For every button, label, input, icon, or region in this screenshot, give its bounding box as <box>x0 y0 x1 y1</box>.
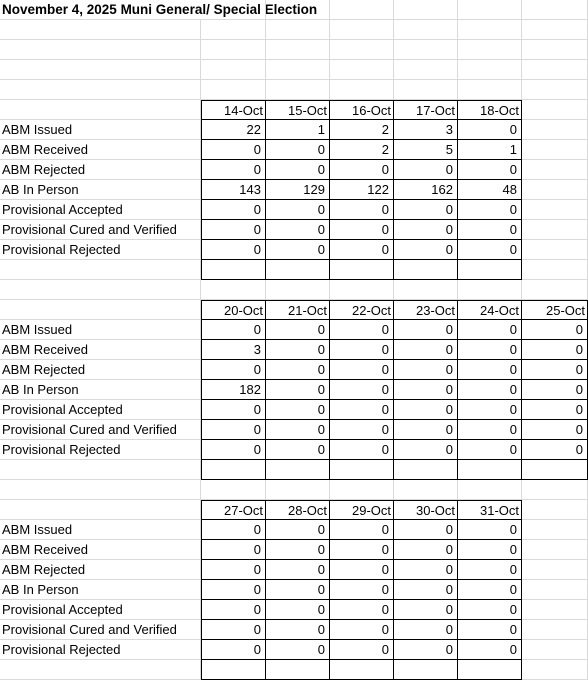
date-header[interactable]: 23-Oct <box>394 300 458 320</box>
row-label[interactable]: ABM Received <box>0 340 201 360</box>
grid-cell[interactable] <box>458 80 522 100</box>
table-footer-cell[interactable] <box>394 260 458 280</box>
grid-cell[interactable] <box>522 600 588 620</box>
sheet-row <box>0 320 588 340</box>
grid-cell[interactable] <box>201 60 266 80</box>
value-cell[interactable]: 0 <box>394 640 458 660</box>
value-cell[interactable]: 0 <box>201 580 266 600</box>
row-label[interactable]: Provisional Accepted <box>0 400 201 420</box>
row-label[interactable]: Provisional Accepted <box>0 200 201 220</box>
sheet-row <box>0 200 588 220</box>
grid-cell[interactable] <box>522 580 588 600</box>
grid-cell[interactable] <box>201 480 266 500</box>
sheet-row <box>0 120 588 140</box>
value-cell[interactable]: 0 <box>330 600 394 620</box>
sheet-row <box>0 0 588 20</box>
grid-cell[interactable] <box>394 0 458 20</box>
grid-cell[interactable] <box>458 0 522 20</box>
value-cell[interactable]: 0 <box>266 200 330 220</box>
value-cell[interactable]: 0 <box>266 440 330 460</box>
grid-cell[interactable] <box>330 480 394 500</box>
sheet-row <box>0 660 588 680</box>
value-cell[interactable]: 2 <box>330 120 394 140</box>
value-cell[interactable]: 0 <box>330 380 394 400</box>
value-cell[interactable]: 0 <box>330 540 394 560</box>
table-footer-cell[interactable] <box>522 460 588 480</box>
table-footer-cell[interactable] <box>458 660 522 680</box>
value-cell[interactable]: 0 <box>201 420 266 440</box>
row-label[interactable]: ABM Issued <box>0 320 201 340</box>
table-footer-cell[interactable] <box>330 660 394 680</box>
grid-cell[interactable] <box>522 180 588 200</box>
grid-cell[interactable] <box>330 0 394 20</box>
value-cell[interactable]: 0 <box>458 580 522 600</box>
table-footer-cell[interactable] <box>201 660 266 680</box>
value-cell[interactable]: 0 <box>201 520 266 540</box>
grid-cell[interactable] <box>522 620 588 640</box>
value-cell[interactable]: 0 <box>201 360 266 380</box>
value-cell[interactable]: 0 <box>266 160 330 180</box>
value-cell[interactable]: 0 <box>266 640 330 660</box>
sheet-row <box>0 180 588 200</box>
grid-cell[interactable] <box>0 480 201 500</box>
value-cell[interactable]: 0 <box>394 320 458 340</box>
sheet-row <box>0 540 588 560</box>
grid-cell[interactable] <box>201 40 266 60</box>
value-cell[interactable]: 0 <box>330 440 394 460</box>
grid-cell[interactable] <box>522 220 588 240</box>
sheet-row <box>0 640 588 660</box>
value-cell[interactable]: 0 <box>394 620 458 640</box>
value-cell[interactable]: 0 <box>266 580 330 600</box>
value-cell[interactable]: 0 <box>201 440 266 460</box>
value-cell[interactable]: 0 <box>522 400 588 420</box>
table-footer-cell[interactable] <box>330 260 394 280</box>
grid-cell[interactable] <box>0 40 201 60</box>
value-cell[interactable]: 0 <box>330 420 394 440</box>
value-cell[interactable]: 0 <box>394 440 458 460</box>
grid-cell[interactable] <box>0 100 201 120</box>
row-label[interactable]: ABM Rejected <box>0 560 201 580</box>
date-header[interactable]: 30-Oct <box>394 500 458 520</box>
table-footer-cell[interactable] <box>266 660 330 680</box>
grid-cell[interactable] <box>266 0 330 20</box>
sheet-row <box>0 560 588 580</box>
row-label[interactable]: AB In Person <box>0 580 201 600</box>
sheet-row <box>0 240 588 260</box>
value-cell[interactable]: 0 <box>522 340 588 360</box>
sheet-row <box>0 260 588 280</box>
row-label[interactable]: Provisional Cured and Verified <box>0 420 201 440</box>
value-cell[interactable]: 0 <box>522 380 588 400</box>
grid-cell[interactable] <box>266 280 330 300</box>
table-footer-cell[interactable] <box>394 460 458 480</box>
grid-cell[interactable] <box>201 80 266 100</box>
value-cell[interactable]: 0 <box>394 520 458 540</box>
sheet-row <box>0 580 588 600</box>
value-cell[interactable]: 0 <box>394 200 458 220</box>
value-cell[interactable]: 0 <box>201 540 266 560</box>
grid-cell[interactable] <box>330 80 394 100</box>
grid-cell[interactable] <box>522 560 588 580</box>
grid-cell[interactable] <box>201 0 266 20</box>
date-header[interactable]: 24-Oct <box>458 300 522 320</box>
value-cell[interactable]: 0 <box>266 620 330 640</box>
row-label[interactable]: Provisional Cured and Verified <box>0 220 201 240</box>
grid-cell[interactable] <box>394 20 458 40</box>
value-cell[interactable]: 122 <box>330 180 394 200</box>
sheet-row <box>0 140 588 160</box>
grid-cell[interactable] <box>0 60 201 80</box>
grid-cell[interactable] <box>266 60 330 80</box>
value-cell[interactable]: 0 <box>330 620 394 640</box>
value-cell[interactable]: 1 <box>458 140 522 160</box>
sheet-row <box>0 480 588 500</box>
value-cell[interactable]: 0 <box>458 160 522 180</box>
value-cell[interactable]: 0 <box>201 220 266 240</box>
value-cell[interactable]: 0 <box>266 380 330 400</box>
value-cell[interactable]: 0 <box>458 320 522 340</box>
table-footer-cell[interactable] <box>201 460 266 480</box>
value-cell[interactable]: 0 <box>266 400 330 420</box>
table-footer-cell[interactable] <box>394 660 458 680</box>
sheet-row <box>0 520 588 540</box>
grid-cell[interactable] <box>522 100 588 120</box>
grid-cell[interactable] <box>522 640 588 660</box>
value-cell[interactable]: 0 <box>201 400 266 420</box>
grid-cell[interactable] <box>0 80 201 100</box>
value-cell[interactable]: 0 <box>458 200 522 220</box>
value-cell[interactable]: 0 <box>394 400 458 420</box>
grid-cell[interactable] <box>522 160 588 180</box>
value-cell[interactable]: 0 <box>394 220 458 240</box>
sheet-row <box>0 300 588 320</box>
value-cell[interactable]: 0 <box>458 520 522 540</box>
value-cell[interactable]: 0 <box>266 420 330 440</box>
grid-cell[interactable] <box>0 300 201 320</box>
value-cell[interactable]: 0 <box>458 620 522 640</box>
sheet-row <box>0 220 588 240</box>
table-footer-cell[interactable] <box>458 260 522 280</box>
value-cell[interactable]: 0 <box>201 320 266 340</box>
value-cell[interactable]: 0 <box>458 220 522 240</box>
value-cell[interactable]: 0 <box>201 140 266 160</box>
value-cell[interactable]: 0 <box>458 240 522 260</box>
value-cell[interactable]: 162 <box>394 180 458 200</box>
grid-cell[interactable] <box>266 40 330 60</box>
sheet-row <box>0 420 588 440</box>
value-cell[interactable]: 0 <box>458 380 522 400</box>
sheet-row <box>0 600 588 620</box>
grid-cell[interactable] <box>394 280 458 300</box>
value-cell[interactable]: 0 <box>394 600 458 620</box>
value-cell[interactable]: 0 <box>394 160 458 180</box>
date-header[interactable]: 20-Oct <box>201 300 266 320</box>
sheet-row <box>0 360 588 380</box>
value-cell[interactable]: 0 <box>266 360 330 380</box>
grid-cell[interactable] <box>522 200 588 220</box>
grid-cell[interactable] <box>266 20 330 40</box>
grid-cell[interactable] <box>522 260 588 280</box>
date-header[interactable]: 15-Oct <box>266 100 330 120</box>
value-cell[interactable]: 0 <box>266 340 330 360</box>
grid-cell[interactable] <box>266 80 330 100</box>
value-cell[interactable]: 0 <box>458 340 522 360</box>
sheet-row <box>0 280 588 300</box>
sheet-row <box>0 340 588 360</box>
date-header[interactable]: 21-Oct <box>266 300 330 320</box>
value-cell[interactable]: 0 <box>330 160 394 180</box>
date-header[interactable]: 28-Oct <box>266 500 330 520</box>
grid-cell[interactable] <box>522 0 588 20</box>
grid-cell[interactable] <box>0 500 201 520</box>
sheet-row <box>0 60 588 80</box>
value-cell[interactable]: 129 <box>266 180 330 200</box>
sheet-row <box>0 400 588 420</box>
value-cell[interactable]: 2 <box>330 140 394 160</box>
sheet-row <box>0 160 588 180</box>
sheet-row <box>0 80 588 100</box>
grid-cell[interactable] <box>0 460 201 480</box>
grid-cell[interactable] <box>458 280 522 300</box>
value-cell[interactable]: 0 <box>458 640 522 660</box>
grid-cell[interactable] <box>458 60 522 80</box>
date-header[interactable]: 18-Oct <box>458 100 522 120</box>
date-header[interactable]: 22-Oct <box>330 300 394 320</box>
value-cell[interactable]: 0 <box>394 380 458 400</box>
value-cell[interactable]: 182 <box>201 380 266 400</box>
value-cell[interactable]: 0 <box>330 580 394 600</box>
value-cell[interactable]: 0 <box>201 600 266 620</box>
sheet-row <box>0 440 588 460</box>
row-label[interactable]: ABM Issued <box>0 520 201 540</box>
value-cell[interactable]: 0 <box>330 400 394 420</box>
value-cell[interactable]: 3 <box>201 340 266 360</box>
grid-cell[interactable] <box>394 40 458 60</box>
value-cell[interactable]: 0 <box>458 420 522 440</box>
value-cell[interactable]: 0 <box>458 400 522 420</box>
value-cell[interactable]: 1 <box>266 120 330 140</box>
value-cell[interactable]: 0 <box>330 320 394 340</box>
table-footer-cell[interactable] <box>330 460 394 480</box>
value-cell[interactable]: 0 <box>266 560 330 580</box>
grid-cell[interactable] <box>522 60 588 80</box>
row-label[interactable]: AB In Person <box>0 380 201 400</box>
grid-cell[interactable] <box>522 480 588 500</box>
grid-cell[interactable] <box>522 40 588 60</box>
value-cell[interactable]: 0 <box>394 540 458 560</box>
value-cell[interactable]: 0 <box>201 640 266 660</box>
value-cell[interactable]: 0 <box>201 160 266 180</box>
date-header[interactable]: 29-Oct <box>330 500 394 520</box>
grid-cell[interactable] <box>201 20 266 40</box>
value-cell[interactable]: 0 <box>330 640 394 660</box>
value-cell[interactable]: 0 <box>266 140 330 160</box>
value-cell[interactable]: 0 <box>458 360 522 380</box>
grid-cell[interactable] <box>458 40 522 60</box>
value-cell[interactable]: 0 <box>201 560 266 580</box>
value-cell[interactable]: 0 <box>458 540 522 560</box>
value-cell[interactable]: 0 <box>266 320 330 340</box>
value-cell[interactable]: 0 <box>330 560 394 580</box>
value-cell[interactable]: 0 <box>266 520 330 540</box>
date-header[interactable]: 27-Oct <box>201 500 266 520</box>
grid-cell[interactable] <box>522 20 588 40</box>
value-cell[interactable]: 3 <box>394 120 458 140</box>
value-cell[interactable]: 0 <box>458 600 522 620</box>
sheet-row <box>0 380 588 400</box>
grid-cell[interactable] <box>266 480 330 500</box>
sheet-title[interactable]: November 4, 2025 Muni General/ Special Election <box>0 0 201 20</box>
row-label[interactable]: Provisional Rejected <box>0 640 201 660</box>
grid-cell[interactable] <box>522 80 588 100</box>
value-cell[interactable]: 0 <box>394 340 458 360</box>
date-header[interactable]: 25-Oct <box>522 300 588 320</box>
date-header[interactable]: 31-Oct <box>458 500 522 520</box>
value-cell[interactable]: 0 <box>266 220 330 240</box>
grid-cell[interactable] <box>0 660 201 680</box>
value-cell[interactable]: 0 <box>330 520 394 540</box>
grid-cell[interactable] <box>201 280 266 300</box>
sheet-row <box>0 40 588 60</box>
value-cell[interactable]: 0 <box>266 240 330 260</box>
grid-cell[interactable] <box>330 40 394 60</box>
value-cell[interactable]: 0 <box>330 340 394 360</box>
value-cell[interactable]: 0 <box>394 560 458 580</box>
grid-cell[interactable] <box>0 20 201 40</box>
grid-cell[interactable] <box>0 260 201 280</box>
sheet-row <box>0 20 588 40</box>
value-cell[interactable]: 0 <box>458 440 522 460</box>
value-cell[interactable]: 0 <box>522 440 588 460</box>
value-cell[interactable]: 143 <box>201 180 266 200</box>
grid-cell[interactable] <box>522 140 588 160</box>
grid-cell[interactable] <box>458 20 522 40</box>
grid-cell[interactable] <box>522 520 588 540</box>
value-cell[interactable]: 5 <box>394 140 458 160</box>
table-footer-cell[interactable] <box>201 260 266 280</box>
value-cell[interactable]: 48 <box>458 180 522 200</box>
grid-cell[interactable] <box>394 480 458 500</box>
sheet-row <box>0 460 588 480</box>
value-cell[interactable]: 0 <box>330 200 394 220</box>
grid-cell[interactable] <box>0 280 201 300</box>
value-cell[interactable]: 0 <box>522 420 588 440</box>
row-label[interactable]: AB In Person <box>0 180 201 200</box>
table-footer-cell[interactable] <box>458 460 522 480</box>
grid-cell[interactable] <box>458 480 522 500</box>
value-cell[interactable]: 0 <box>201 240 266 260</box>
value-cell[interactable]: 0 <box>522 320 588 340</box>
row-label[interactable]: ABM Rejected <box>0 160 201 180</box>
value-cell[interactable]: 0 <box>394 420 458 440</box>
value-cell[interactable]: 0 <box>458 560 522 580</box>
value-cell[interactable]: 0 <box>394 240 458 260</box>
grid-cell[interactable] <box>522 660 588 680</box>
value-cell[interactable]: 0 <box>458 120 522 140</box>
grid-cell[interactable] <box>330 280 394 300</box>
value-cell[interactable]: 0 <box>330 220 394 240</box>
value-cell[interactable]: 0 <box>266 540 330 560</box>
grid-cell[interactable] <box>522 120 588 140</box>
row-label[interactable]: Provisional Rejected <box>0 440 201 460</box>
sheet-row <box>0 100 588 120</box>
sheet-row <box>0 620 588 640</box>
grid-cell[interactable] <box>394 60 458 80</box>
row-label[interactable]: ABM Received <box>0 140 201 160</box>
row-label[interactable]: Provisional Rejected <box>0 240 201 260</box>
grid-cell[interactable] <box>522 280 588 300</box>
date-header[interactable]: 16-Oct <box>330 100 394 120</box>
value-cell[interactable]: 0 <box>266 600 330 620</box>
grid-cell[interactable] <box>522 540 588 560</box>
sheet-row <box>0 500 588 520</box>
table-footer-cell[interactable] <box>266 460 330 480</box>
row-label[interactable]: ABM Rejected <box>0 360 201 380</box>
grid-cell[interactable] <box>394 80 458 100</box>
grid-cell[interactable] <box>330 20 394 40</box>
date-header[interactable]: 14-Oct <box>201 100 266 120</box>
grid-cell[interactable] <box>522 240 588 260</box>
row-label[interactable]: Provisional Accepted <box>0 600 201 620</box>
value-cell[interactable]: 0 <box>394 580 458 600</box>
table-footer-cell[interactable] <box>266 260 330 280</box>
row-label[interactable]: ABM Received <box>0 540 201 560</box>
grid-cell[interactable] <box>522 500 588 520</box>
row-label[interactable]: ABM Issued <box>0 120 201 140</box>
value-cell[interactable]: 0 <box>201 200 266 220</box>
grid-cell[interactable] <box>330 60 394 80</box>
value-cell[interactable]: 0 <box>330 240 394 260</box>
row-label[interactable]: Provisional Cured and Verified <box>0 620 201 640</box>
value-cell[interactable]: 0 <box>394 360 458 380</box>
value-cell[interactable]: 0 <box>201 620 266 640</box>
value-cell[interactable]: 0 <box>522 360 588 380</box>
value-cell[interactable]: 0 <box>330 360 394 380</box>
date-header[interactable]: 17-Oct <box>394 100 458 120</box>
value-cell[interactable]: 22 <box>201 120 266 140</box>
